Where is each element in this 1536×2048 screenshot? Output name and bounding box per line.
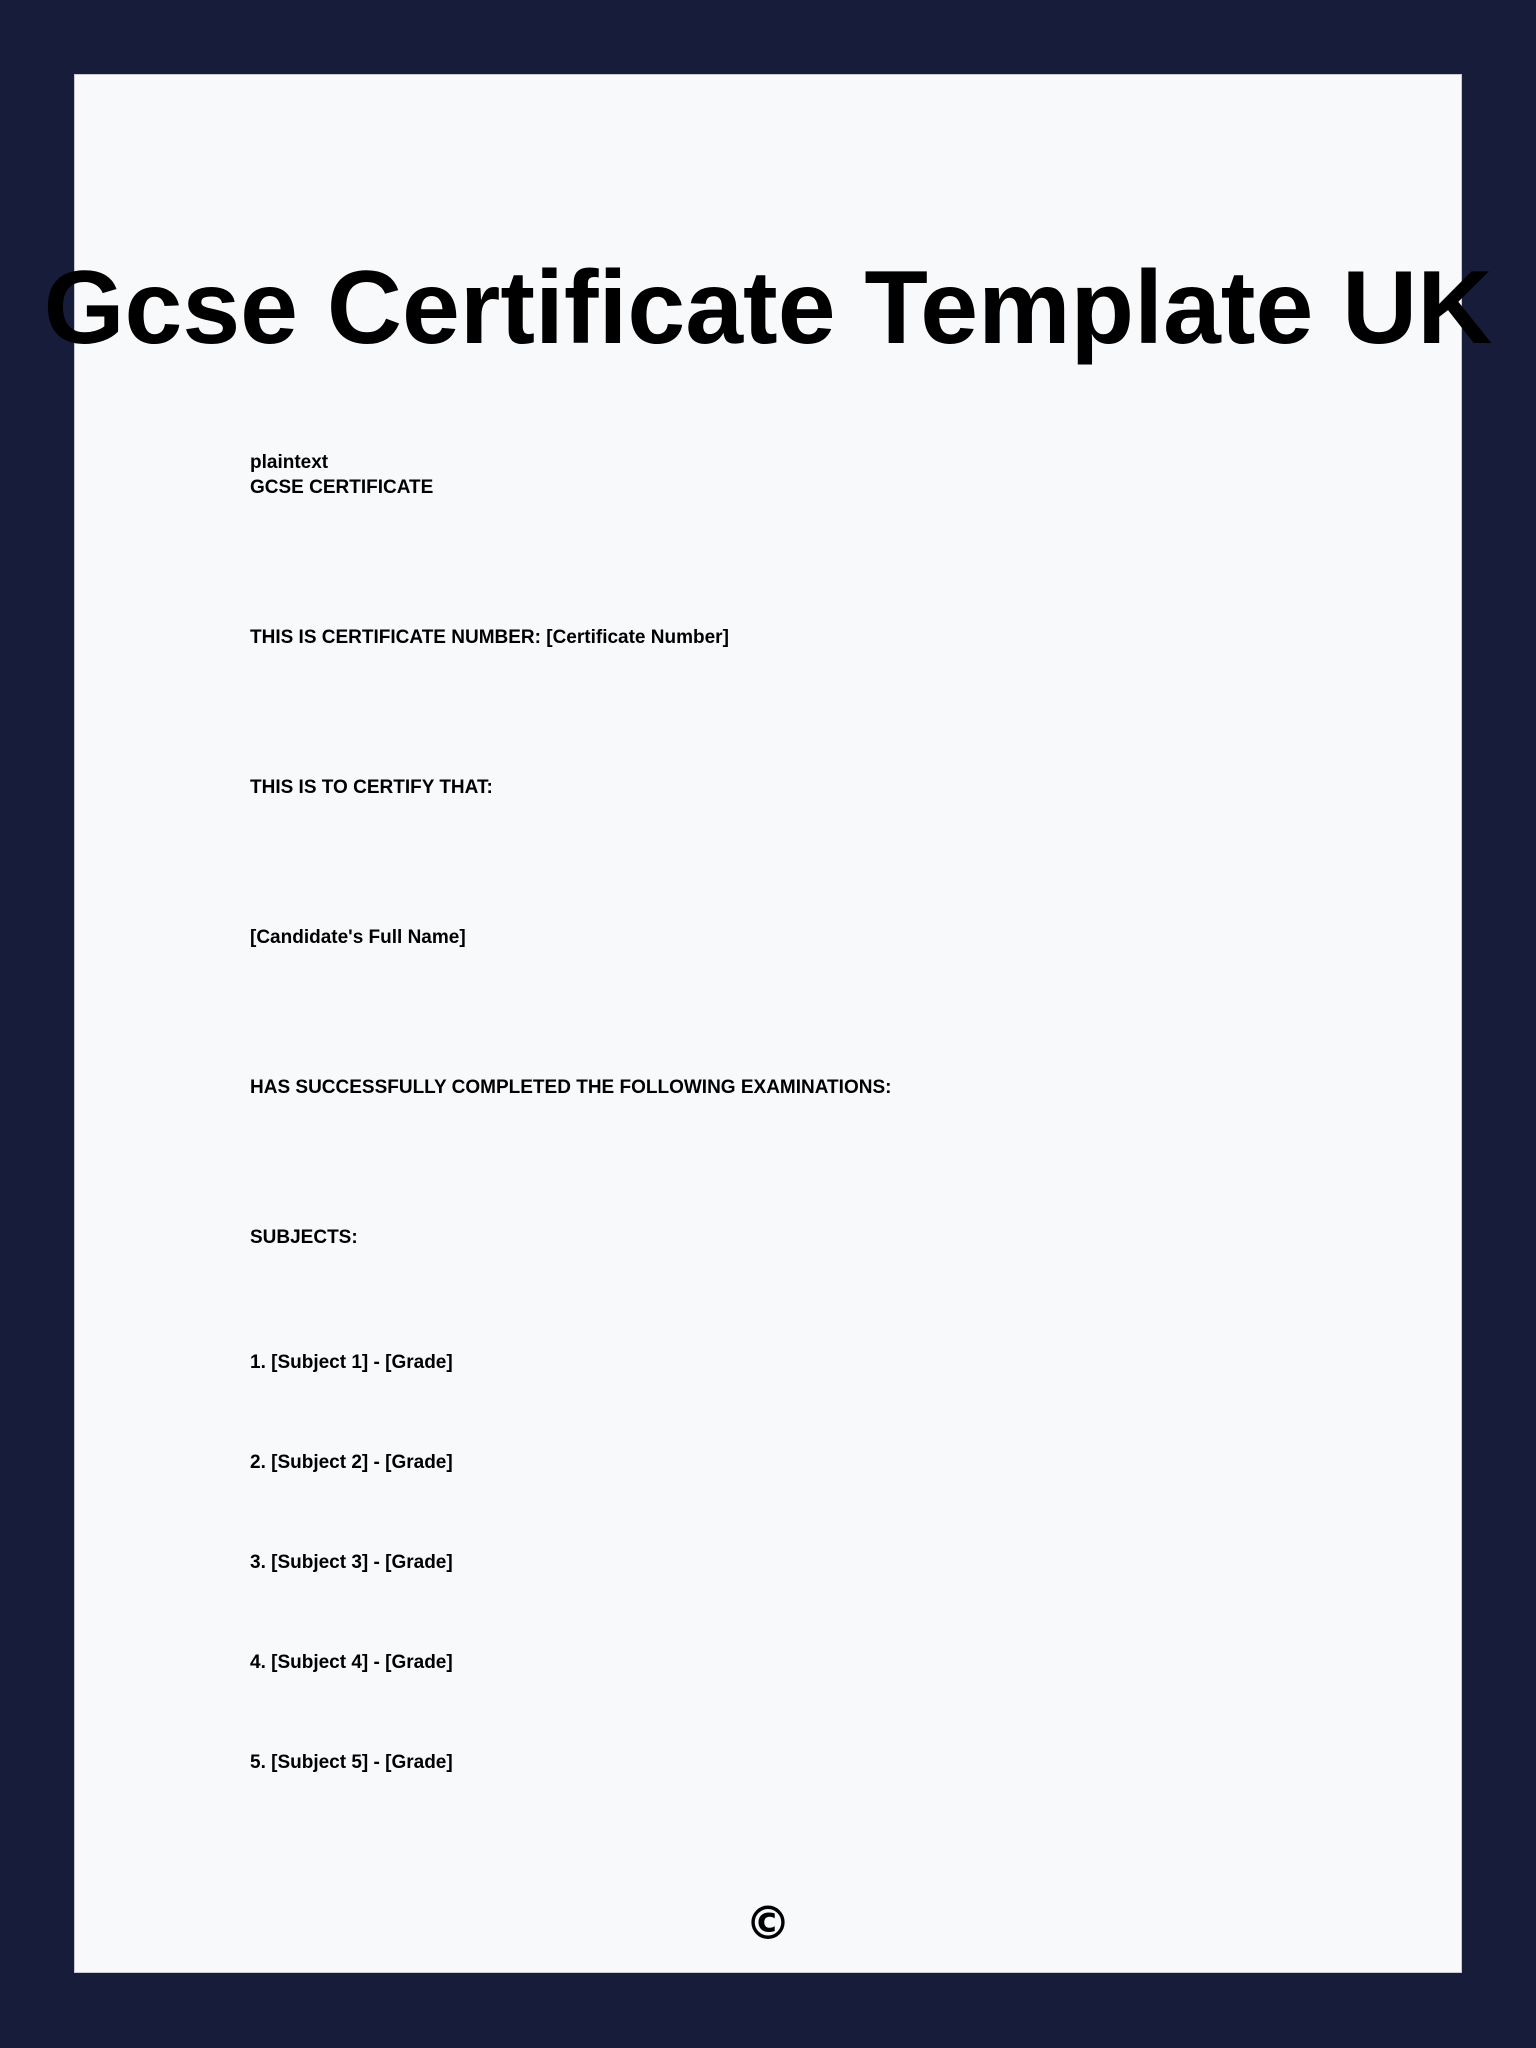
subject-list-item: 2. [Subject 2] - [Grade]: [250, 1452, 453, 1473]
subject-list-item: 3. [Subject 3] - [Grade]: [250, 1552, 453, 1573]
candidate-name: [Candidate's Full Name]: [250, 927, 466, 948]
code-language-label: plaintext: [250, 452, 329, 473]
subject-list-item: 4. [Subject 4] - [Grade]: [250, 1652, 453, 1673]
page-title: Gcse Certificate Template UK: [43, 250, 1493, 366]
certify-statement: THIS IS TO CERTIFY THAT:: [250, 777, 493, 798]
subject-list-item: 1. [Subject 1] - [Grade]: [250, 1352, 453, 1373]
copyright-icon: ©: [745, 1896, 791, 1950]
subject-list-item: 5. [Subject 5] - [Grade]: [250, 1752, 453, 1773]
certificate-heading: GCSE CERTIFICATE: [250, 477, 434, 498]
certificate-number-line: THIS IS CERTIFICATE NUMBER: [Certificate Number]: [250, 627, 729, 648]
completion-statement: HAS SUCCESSFULLY COMPLETED THE FOLLOWING EXAMINATIONS:: [250, 1077, 892, 1098]
subjects-label: SUBJECTS:: [250, 1227, 358, 1248]
